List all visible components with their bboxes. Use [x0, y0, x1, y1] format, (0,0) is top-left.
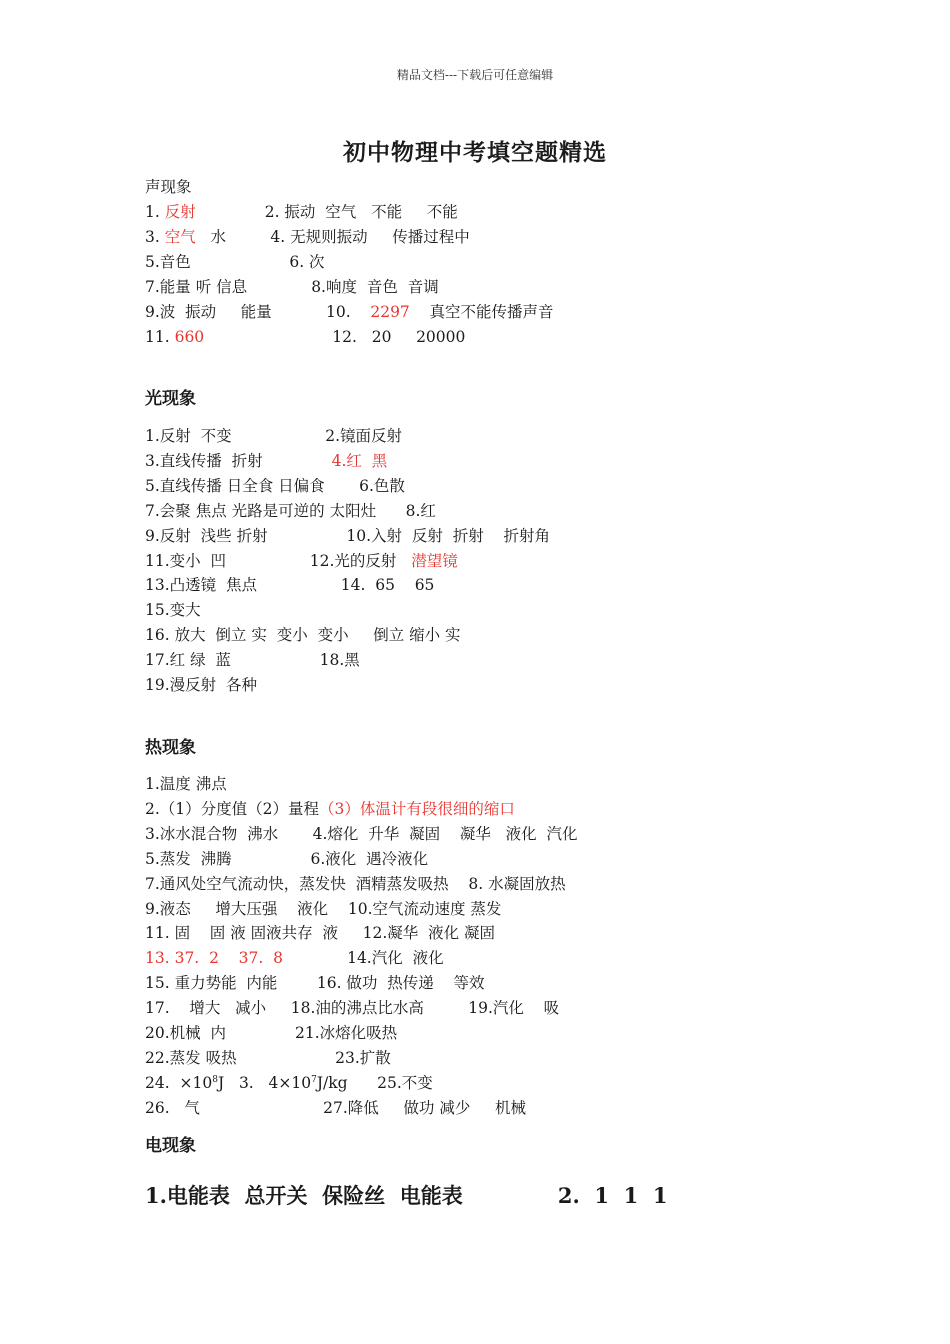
answer-text: 12. 20 20000 [204, 327, 466, 346]
highlighted-answer: 4.红 黑 [331, 451, 388, 470]
heat-answer-line [145, 973, 485, 993]
answer-text: 15.变大 [145, 601, 201, 620]
answer-text: 17. 增大 减小 18.油的沸点比水高 19.汽化 吸 [145, 999, 560, 1018]
sound-answer-line [145, 302, 554, 322]
light-answer-line [145, 526, 550, 546]
heat-answer-line [145, 1098, 526, 1118]
section-heading-heat: 热现象 [145, 738, 196, 758]
electric-answer-line: 1.电能表 总开关 保险丝 电能表 2. 1 1 1 [145, 1183, 668, 1208]
light-answer-line [145, 476, 405, 496]
answer-text: 11. 固 固 液 固液共存 液 12.凝华 液化 凝固 [145, 924, 496, 943]
answer-text: 14.汽化 液化 [283, 949, 444, 968]
light-answer-line [145, 451, 387, 471]
answer-text: J 3. 4×10 [217, 1073, 312, 1092]
sound-answer-line [145, 252, 325, 272]
answer-text: 15. 重力势能 内能 16. 做功 热传递 等效 [145, 974, 485, 993]
light-answer-line [145, 650, 360, 670]
answer-text: 7.通风处空气流动快，蒸发快 酒精蒸发吸热 8. 水凝固放热 [145, 874, 566, 893]
page-header: 精品文档---下载后可任意编辑 [396, 68, 554, 82]
answer-text: 水 4. 无规则振动 传播过程中 [195, 227, 470, 246]
answer-text: 5.直线传播 日全食 日偏食 6.色散 [145, 476, 405, 495]
answer-text: 26. 气 27.降低 做功 减少 机械 [145, 1098, 526, 1117]
answer-text: 16. 放大 倒立 实 变小 变小 倒立 缩小 实 [145, 626, 461, 645]
highlighted-answer: 空气 [164, 227, 196, 246]
answer-text: 13.凸透镜 焦点 14. 65 65 [145, 576, 435, 595]
highlighted-answer: 反射 [164, 203, 196, 221]
answer-text: 11.变小 凹 12.光的反射 [145, 551, 412, 570]
answer-text: 3.冰水混合物 沸水 4.熔化 升华 凝固 凝华 液化 汽化 [145, 824, 578, 843]
answer-text: 2. 振动 空气 不能 不能 [195, 203, 458, 221]
answer-text: 真空不能传播声音 [409, 302, 554, 321]
answer-text: 2.（1）分度值（2）量程 [145, 799, 320, 818]
heat-answer-line [145, 874, 566, 894]
answer-text: 3.直线传播 折射 [145, 451, 332, 470]
heat-answer-line [145, 998, 559, 1018]
light-answer-line [145, 625, 461, 645]
section-heading-light: 光现象 [145, 389, 196, 409]
light-answer-line [145, 575, 434, 595]
answer-text: 9.液态 增大压强 液化 10.空气流动速度 蒸发 [145, 899, 502, 918]
answer-text: 9.反射 浅些 折射 10.入射 反射 折射 折射角 [145, 526, 550, 545]
answer-text: 3. [145, 227, 165, 246]
heat-answer-line [145, 824, 577, 844]
highlighted-answer: （3）体温计有段很细的缩口 [319, 799, 515, 818]
answer-text: J/kg 25.不变 [316, 1073, 433, 1092]
heat-answer-line [145, 1073, 433, 1093]
light-answer-line [145, 426, 402, 446]
sound-answer-line [145, 277, 439, 297]
answer-text: 1.反射 不变 2.镜面反射 [145, 427, 403, 445]
section-heading-electric: 电现象 [145, 1136, 196, 1156]
light-answer-line [145, 551, 458, 571]
document-title: 初中物理中考填空题精选 [343, 139, 607, 166]
answer-text: 19.漫反射 各种 [145, 676, 258, 694]
answer-text: 11. [145, 327, 175, 346]
answer-text: 5.蒸发 沸腾 6.液化 遇冷液化 [145, 849, 429, 868]
answer-text: 17.红 绿 蓝 18.黑 [145, 651, 360, 670]
light-answer-line [145, 600, 201, 620]
sound-answer-line [145, 327, 465, 347]
sound-answer-line [145, 227, 470, 247]
exponent: 7 [311, 1074, 317, 1085]
heat-answer-line [145, 774, 227, 794]
light-answer-line [145, 501, 436, 521]
highlighted-answer: 660 [174, 327, 205, 346]
answer-text: 7.能量 听 信息 8.响度 音色 音调 [145, 277, 439, 296]
answer-text: 5.音色 6. 次 [145, 252, 325, 271]
heat-answer-line [145, 923, 495, 943]
highlighted-answer: 2297 [370, 302, 410, 321]
heat-answer-line [145, 849, 428, 869]
heat-answer-line [145, 1023, 397, 1043]
heat-answer-line [145, 1048, 391, 1068]
heat-answer-line [145, 948, 444, 968]
answer-text: 1.温度 沸点 [145, 775, 227, 793]
highlighted-answer: 潜望镜 [411, 551, 458, 570]
answer-text: 24. ×10 [145, 1073, 213, 1092]
answer-text: 20.机械 内 21.冰熔化吸热 [145, 1024, 398, 1042]
answer-text: 7.会聚 焦点 光路是可逆的 太阳灶 8.红 [145, 501, 436, 520]
answer-text: 22.蒸发 吸热 23.扩散 [145, 1048, 391, 1067]
answer-text: 1. [145, 203, 165, 221]
highlighted-answer: 13. 37. 2 37. 8 [145, 949, 284, 968]
exponent: 8 [212, 1074, 218, 1085]
heat-answer-line [145, 799, 515, 819]
section-heading-sound: 声现象 [145, 178, 192, 196]
sound-answer-line [145, 202, 458, 222]
answer-text: 9.波 振动 能量 10. [145, 302, 371, 321]
light-answer-line [145, 675, 257, 695]
heat-answer-line [145, 899, 501, 919]
